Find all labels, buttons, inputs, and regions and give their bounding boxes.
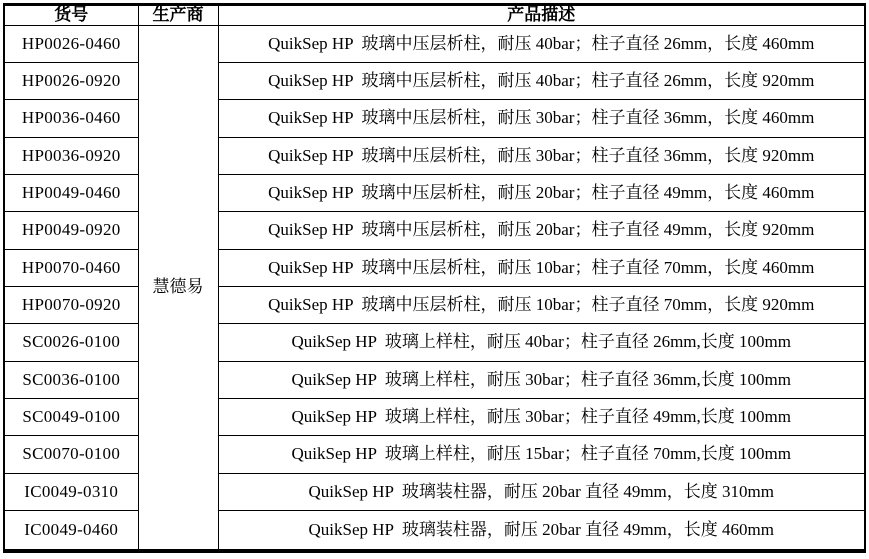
header-item-number: 货号 <box>4 5 138 26</box>
table-row <box>4 324 865 361</box>
item-number-cell: SC0070-0100 <box>4 436 138 473</box>
manufacturer-cell: 慧德易 <box>138 25 218 551</box>
table-row <box>4 63 865 100</box>
table-row <box>4 212 865 249</box>
product-description-cell: QuikSep HP 玻璃中压层析柱，耐压 40bar；柱子直径 26mm，长度 920mm <box>218 63 865 100</box>
product-description-cell: QuikSep HP 玻璃中压层析柱，耐压 10bar；柱子直径 70mm，长度 460mm <box>218 249 865 286</box>
header-row <box>4 5 865 26</box>
table-row <box>4 399 865 436</box>
product-description-cell: QuikSep HP 玻璃装柱器，耐压 20bar 直径 49mm，长度 460mm <box>218 511 865 551</box>
product-description-cell: QuikSep HP 玻璃中压层析柱，耐压 30bar；柱子直径 36mm，长度 920mm <box>218 137 865 174</box>
product-description-cell: QuikSep HP 玻璃中压层析柱，耐压 20bar；柱子直径 49mm，长度 460mm <box>218 175 865 212</box>
item-number-cell: HP0026-0460 <box>4 25 138 62</box>
product-description-cell: QuikSep HP 玻璃上样柱，耐压 30bar；柱子直径 36mm,长度 100mm <box>218 361 865 398</box>
header-product-description: 产品描述 <box>218 5 865 26</box>
product-description-cell: QuikSep HP 玻璃上样柱，耐压 30bar；柱子直径 49mm,长度 100mm <box>218 399 865 436</box>
item-number-cell: SC0026-0100 <box>4 324 138 361</box>
item-number-cell: HP0070-0920 <box>4 287 138 324</box>
product-description-cell: QuikSep HP 玻璃中压层析柱，耐压 10bar；柱子直径 70mm，长度 920mm <box>218 287 865 324</box>
item-number-cell: HP0036-0460 <box>4 100 138 137</box>
table-row <box>4 361 865 398</box>
table-row <box>4 137 865 174</box>
table-body <box>4 25 865 551</box>
product-description-cell: QuikSep HP 玻璃中压层析柱，耐压 20bar；柱子直径 49mm，长度 920mm <box>218 212 865 249</box>
item-number-cell: IC0049-0310 <box>4 473 138 510</box>
table-header <box>4 5 865 26</box>
table-row <box>4 511 865 551</box>
product-table <box>3 3 866 553</box>
product-description-cell: QuikSep HP 玻璃中压层析柱，耐压 40bar；柱子直径 26mm，长度 460mm <box>218 25 865 62</box>
product-description-cell: QuikSep HP 玻璃上样柱，耐压 40bar；柱子直径 26mm,长度 100mm <box>218 324 865 361</box>
item-number-cell: IC0049-0460 <box>4 511 138 551</box>
table-row <box>4 287 865 324</box>
table-row <box>4 436 865 473</box>
page <box>0 3 869 559</box>
item-number-cell: HP0049-0460 <box>4 175 138 212</box>
table-row <box>4 249 865 286</box>
header-manufacturer: 生产商 <box>138 5 218 26</box>
item-number-cell: SC0036-0100 <box>4 361 138 398</box>
item-number-cell: HP0049-0920 <box>4 212 138 249</box>
table-row <box>4 25 865 62</box>
item-number-cell: HP0070-0460 <box>4 249 138 286</box>
table-row <box>4 175 865 212</box>
item-number-cell: HP0036-0920 <box>4 137 138 174</box>
product-description-cell: QuikSep HP 玻璃中压层析柱，耐压 30bar；柱子直径 36mm，长度 460mm <box>218 100 865 137</box>
product-description-cell: QuikSep HP 玻璃上样柱，耐压 15bar；柱子直径 70mm,长度 100mm <box>218 436 865 473</box>
item-number-cell: SC0049-0100 <box>4 399 138 436</box>
item-number-cell: HP0026-0920 <box>4 63 138 100</box>
table-row <box>4 100 865 137</box>
table-row <box>4 473 865 510</box>
product-description-cell: QuikSep HP 玻璃装柱器，耐压 20bar 直径 49mm，长度 310mm <box>218 473 865 510</box>
